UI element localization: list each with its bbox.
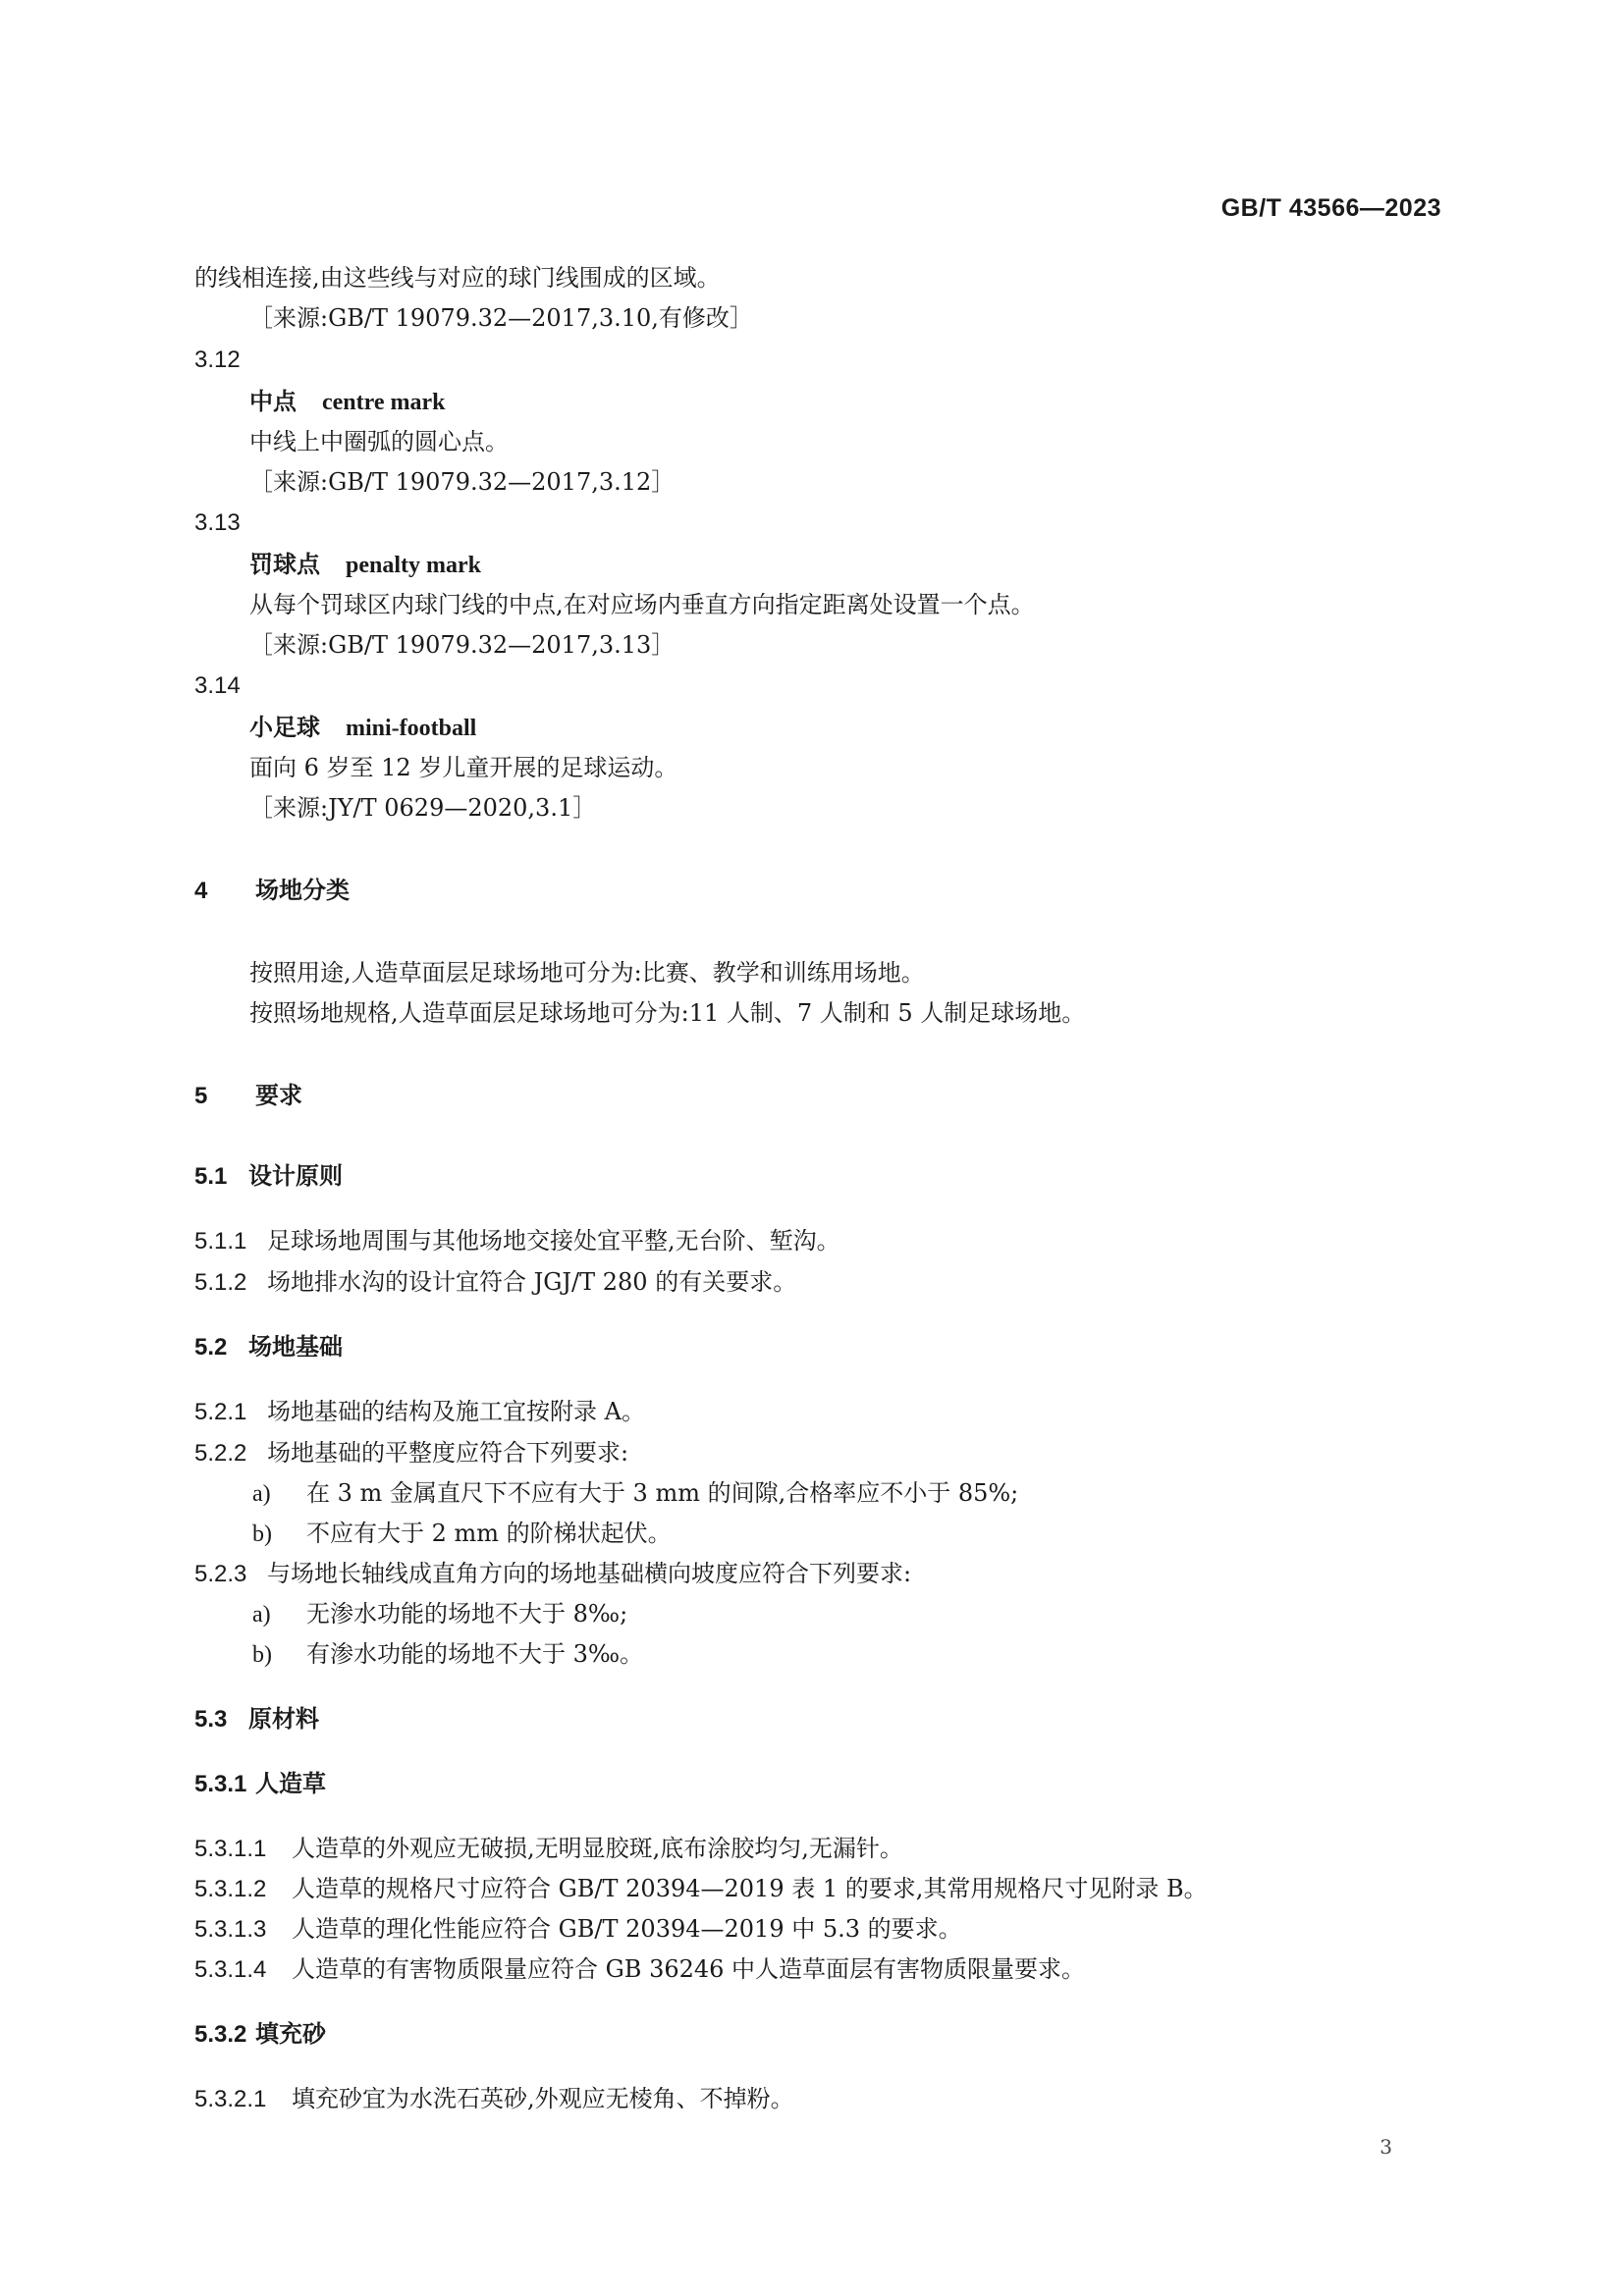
subsection-heading: 5.2 场地基础: [194, 1333, 343, 1361]
clause: 5.3.1.4 人造草的有害物质限量应符合 GB 36246 中人造草面层有害物质限量要求。: [194, 1955, 1086, 1983]
subsection-heading: 5.3.2 填充砂: [194, 2020, 326, 2048]
clause: 5.3.1.3 人造草的理化性能应符合 GB/T 20394—2019 中 5.3 的要求。: [194, 1915, 962, 1943]
list-item: a) 在 3 m 金属直尺下不应有大于 3 mm 的间隙,合格率应不小于 85%;: [252, 1479, 1019, 1507]
paragraph: 按照场地规格,人造草面层足球场地可分为:11 人制、7 人制和 5 人制足球场地。: [249, 999, 1086, 1027]
clause: 5.3.1.2 人造草的规格尺寸应符合 GB/T 20394—2019 表 1 的要求,其常用规格尺寸见附录 B。: [194, 1875, 1208, 1902]
section-heading: 5 要求: [194, 1082, 302, 1109]
term-definition: 面向 6 岁至 12 岁儿童开展的足球运动。: [249, 754, 678, 781]
subsection-heading: 5.3 原材料: [194, 1705, 319, 1733]
term-number: 3.12: [194, 347, 241, 373]
standard-code: GB/T 43566—2023: [1220, 194, 1441, 222]
clause: 5.2.3 与场地长轴线成直角方向的场地基础横向坡度应符合下列要求:: [194, 1560, 912, 1587]
term-zh: 罚球点: [249, 551, 320, 578]
term-zh: 小足球: [249, 714, 320, 741]
clause: 5.3.1.1 人造草的外观应无破损,无明显胶斑,底布涂胶均匀,无漏针。: [194, 1835, 903, 1862]
term-title: [249, 713, 476, 743]
clause: 5.1.2 场地排水沟的设计宜符合 JGJ/T 280 的有关要求。: [194, 1268, 797, 1296]
term-en: mini-football: [346, 716, 477, 741]
source-note: ［来源:JY/T 0629—2020,3.1］: [249, 794, 597, 822]
subsection-heading: 5.3.1 人造草: [194, 1770, 326, 1797]
term-en: penalty mark: [346, 553, 481, 578]
term-zh: 中点: [249, 388, 297, 415]
clause: 5.1.1 足球场地周围与其他场地交接处宜平整,无台阶、堑沟。: [194, 1227, 840, 1255]
page-number: 3: [1380, 2135, 1392, 2159]
list-item: b) 有渗水功能的场地不大于 3‰。: [252, 1640, 644, 1668]
section-heading: 4 场地分类: [194, 877, 350, 904]
clause: 5.3.2.1 填充砂宜为水洗石英砂,外观应无棱角、不掉粉。: [194, 2085, 794, 2112]
source-note: ［来源:GB/T 19079.32—2017,3.12］: [249, 468, 676, 496]
continuation-text: 的线相连接,由这些线与对应的球门线围成的区域。: [194, 264, 721, 292]
clause: 5.2.1 场地基础的结构及施工宜按附录 A。: [194, 1398, 645, 1425]
source-note: ［来源:GB/T 19079.32—2017,3.13］: [249, 631, 676, 659]
paragraph: 按照用途,人造草面层足球场地可分为:比赛、教学和训练用场地。: [249, 959, 925, 987]
term-title: [249, 550, 481, 580]
term-number: 3.13: [194, 509, 241, 536]
term-en: centre mark: [322, 390, 446, 415]
term-definition: 从每个罚球区内球门线的中点,在对应场内垂直方向指定距离处设置一个点。: [249, 591, 1035, 618]
list-item: b) 不应有大于 2 mm 的阶梯状起伏。: [252, 1520, 672, 1547]
term-definition: 中线上中圈弧的圆心点。: [249, 428, 509, 455]
source-note: ［来源:GB/T 19079.32—2017,3.10,有修改］: [249, 304, 753, 332]
term-number: 3.14: [194, 672, 241, 699]
subsection-heading: 5.1 设计原则: [194, 1162, 343, 1190]
clause: 5.2.2 场地基础的平整度应符合下列要求:: [194, 1439, 629, 1467]
term-title: [249, 387, 446, 417]
list-item: a) 无渗水功能的场地不大于 8‰;: [252, 1600, 628, 1628]
